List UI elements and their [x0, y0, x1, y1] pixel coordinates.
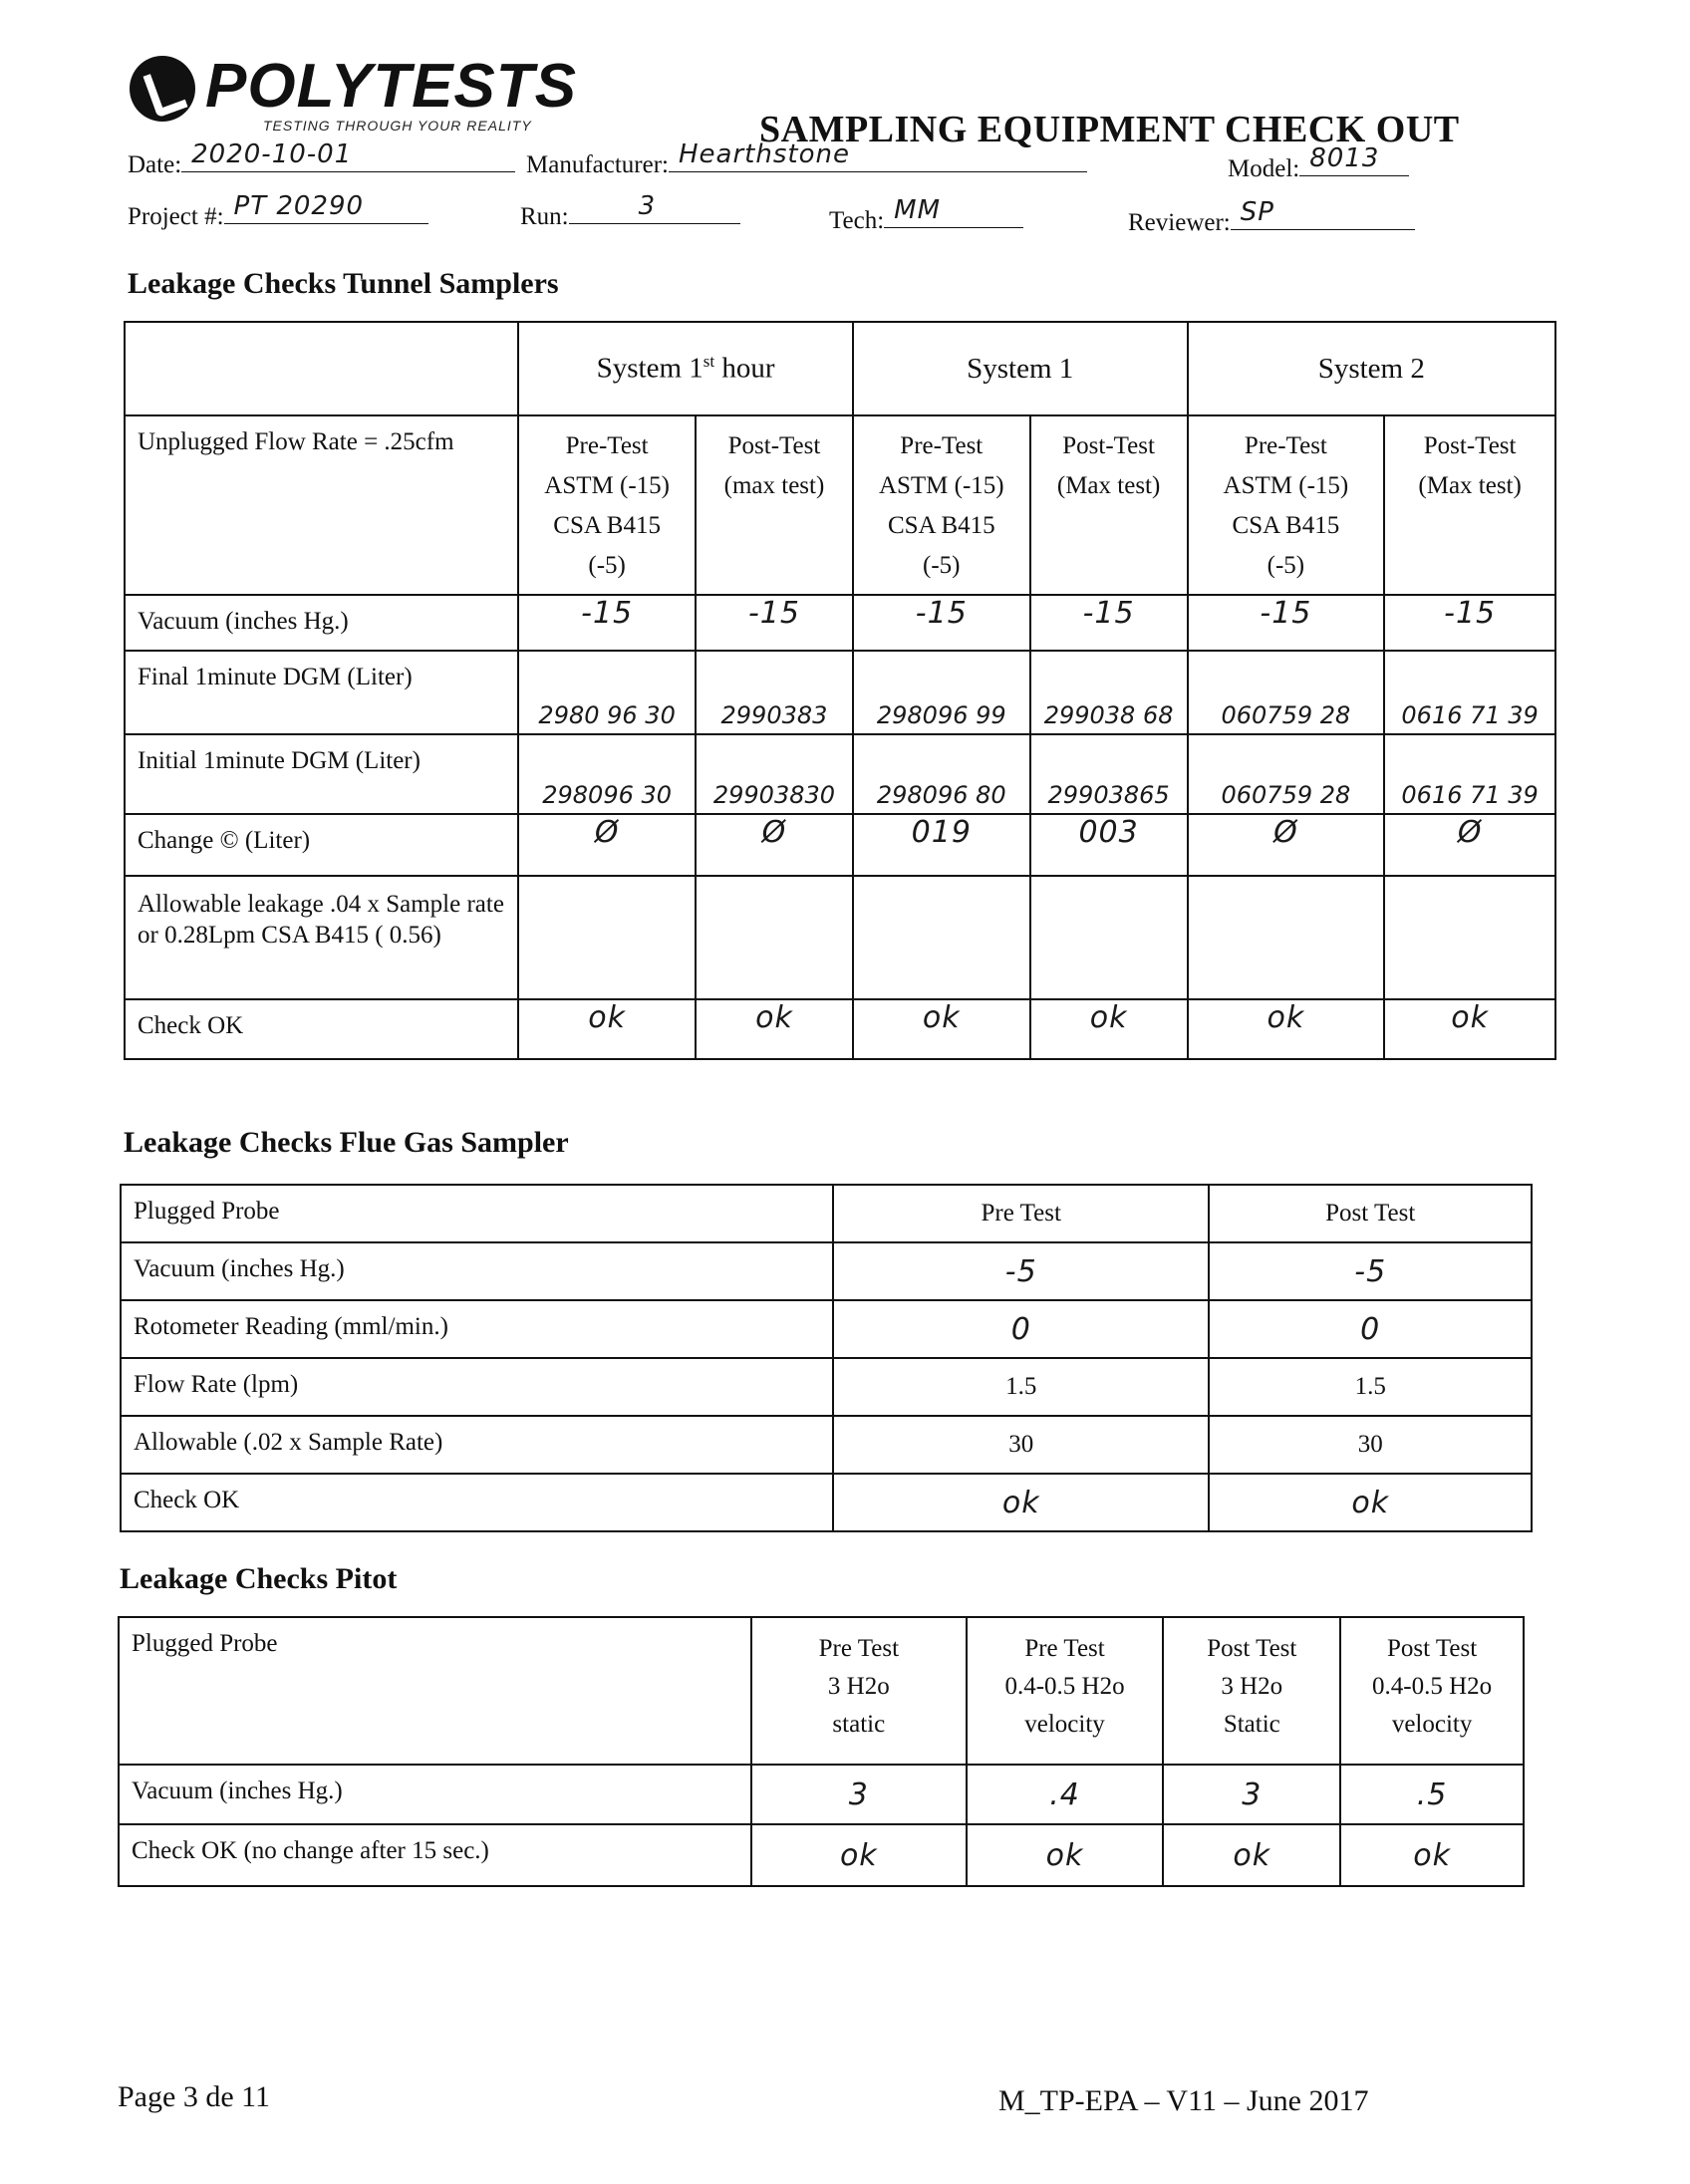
table-row: Allowable leakage .04 x Sample rate or 0.28Lpm CSA B415 ( 0.56) — [125, 876, 1555, 999]
logo-figure-icon — [130, 56, 195, 122]
pre-test-header: Pre-Test ASTM (-15) CSA B415 (-5) — [518, 415, 696, 595]
table-header-row — [125, 322, 1555, 415]
table-row: Vacuum (inches Hg.) 3 .4 3 .5 — [119, 1765, 1524, 1824]
flue-gas-table — [120, 1184, 1533, 1532]
table-row: Allowable (.02 x Sample Rate) 30 30 — [121, 1416, 1532, 1474]
system-2-header: System 2 — [1188, 322, 1555, 415]
table-row: Final 1minute DGM (Liter) 2980 96 30 2990383 298096 99 299038 68 060759 28 0616 71 39 — [125, 651, 1555, 734]
flue-section-title: Leakage Checks Flue Gas Sampler — [124, 1126, 569, 1159]
tunnel-samplers-table — [124, 321, 1556, 1060]
manufacturer-field: Manufacturer: Hearthstone — [526, 141, 1087, 179]
page-number: Page 3 de 11 — [118, 2080, 271, 2113]
document-reference: M_TP-EPA – V11 – June 2017 — [998, 2084, 1369, 2117]
tunnel-section-title: Leakage Checks Tunnel Samplers — [128, 267, 559, 300]
reviewer-value: SP — [1240, 197, 1274, 227]
table-row: Change © (Liter) Ø Ø 019 003 Ø Ø — [125, 814, 1555, 876]
table-row — [125, 415, 1555, 595]
tech-value: MM — [894, 195, 942, 225]
project-field: Project #: PT 20290 — [128, 193, 428, 231]
table-row: Initial 1minute DGM (Liter) 298096 30 29903830 298096 80 29903865 060759 28 0616 71 39 — [125, 734, 1555, 814]
table-row: Vacuum (inches Hg.) -15 -15 -15 -15 -15 -15 — [125, 595, 1555, 651]
table-row: Plugged Probe Pre Test Post Test — [121, 1185, 1532, 1242]
tech-field: Tech: MM — [829, 197, 1023, 235]
table-row: Plugged Probe Pre Test 3 H2o static Pre Test 0.4-0.5 H2o velocity Post Test 3 H2o Static Post Test 0.4-0.5 H2o velocity — [119, 1617, 1524, 1765]
model-value: 8013 — [1309, 143, 1380, 173]
run-field: Run: 3 — [520, 193, 740, 231]
logo-name: POLYTESTS — [205, 52, 578, 121]
system-1st-hour-header: System 1st hour — [518, 322, 853, 415]
table-row: Flow Rate (lpm) 1.5 1.5 — [121, 1358, 1532, 1416]
model-field: Model: 8013 — [1228, 145, 1409, 183]
table-row: Vacuum (inches Hg.) -5 -5 — [121, 1242, 1532, 1300]
pre-test-header: Pre-Test ASTM (-15) CSA B415 (-5) — [853, 415, 1030, 595]
pre-test-header: Pre-Test ASTM (-15) CSA B415 (-5) — [1188, 415, 1385, 595]
table-row: Check OK ok ok ok ok ok ok — [125, 999, 1555, 1059]
run-value: 3 — [638, 191, 657, 221]
system-1-header: System 1 — [853, 322, 1188, 415]
logo-tagline: TESTING THROUGH YOUR REALITY — [263, 118, 532, 134]
pitot-table — [118, 1616, 1525, 1887]
polytests-logo — [130, 52, 578, 141]
table-row: Check OK ok ok — [121, 1474, 1532, 1531]
unplugged-flow-label: Unplugged Flow Rate = .25cfm — [125, 415, 518, 595]
date-value: 2020-10-01 — [191, 139, 353, 169]
table-row: Rotometer Reading (mml/min.) 0 0 — [121, 1300, 1532, 1358]
manufacturer-value: Hearthstone — [678, 139, 850, 169]
reviewer-field: Reviewer: SP — [1128, 199, 1415, 237]
date-field: Date: 2020-10-01 — [128, 141, 515, 179]
post-test-header: Post-Test (Max test) — [1030, 415, 1188, 595]
pitot-section-title: Leakage Checks Pitot — [120, 1562, 398, 1595]
post-test-header: Post-Test (Max test) — [1384, 415, 1555, 595]
project-value: PT 20290 — [233, 191, 365, 221]
page-title: SAMPLING EQUIPMENT CHECK OUT — [759, 109, 1460, 150]
post-test-header: Post-Test (max test) — [696, 415, 853, 595]
table-row: Check OK (no change after 15 sec.) ok ok ok ok — [119, 1824, 1524, 1886]
